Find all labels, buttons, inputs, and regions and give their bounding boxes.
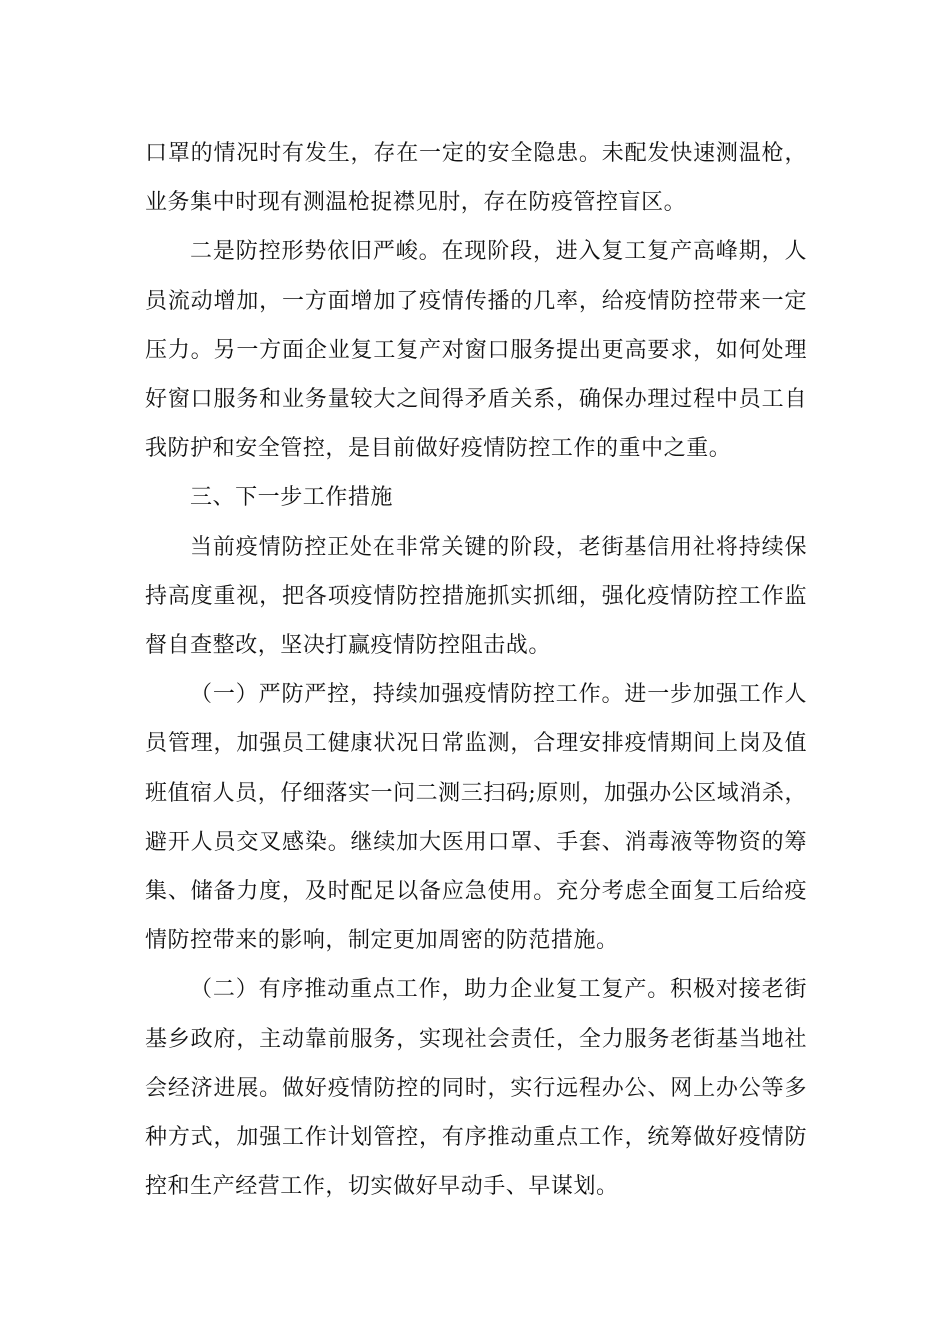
paragraph-measure-two: （二）有序推动重点工作，助力企业复工复产。积极对接老街基乡政府，主动靠前服务，实现社会责任，全力服务老街基当地社会经济进展。做好疫情防控的同时，实行远程办公、网上办公等多种方式，加强工作计划管控，有序推动重点工作，统筹做好疫情防控和生产经营工作，切实做好早动手、早谋划。 [145, 977, 807, 1200]
section-heading-next-steps: 三、下一步工作措施 [190, 485, 393, 511]
paragraph-mask-shortage: 口罩的情况时有发生，存在一定的安全隐患。未配发快速测温枪，业务集中时现有测温枪捉襟见肘，存在防疫管控盲区。 [145, 141, 807, 216]
paragraph-measure-one: （一）严防严控，持续加强疫情防控工作。进一步加强工作人员管理，加强员工健康状况日常监测，合理安排疫情期间上岗及值班值宿人员，仔细落实一问二测三扫码;原则，加强办公区域消杀，避开人员交叉感染。继续加大医用口罩、手套、消毒液等物资的筹集、储备力度，及时配足以备应急使用。充分考虑全面复工后给疫情防控带来的影响，制定更加周密的防范措施。 [145, 682, 807, 954]
document-body [145, 129, 807, 1211]
paragraph-prevention-situation: 二是防控形势依旧严峻。在现阶段，进入复工复产高峰期，人员流动增加，一方面增加了疫情传播的几率，给疫情防控带来一定压力。另一方面企业复工复产对窗口服务提出更高要求，如何处理好窗口服务和业务量较大之间得矛盾关系，确保办理过程中员工自我防护和安全管控，是目前做好疫情防控工作的重中之重。 [145, 239, 807, 462]
paragraph-current-stage: 当前疫情防控正处在非常关键的阶段，老街基信用社将持续保持高度重视，把各项疫情防控措施抓实抓细，强化疫情防控工作监督自查整改，坚决打赢疫情防控阻击战。 [145, 534, 807, 659]
